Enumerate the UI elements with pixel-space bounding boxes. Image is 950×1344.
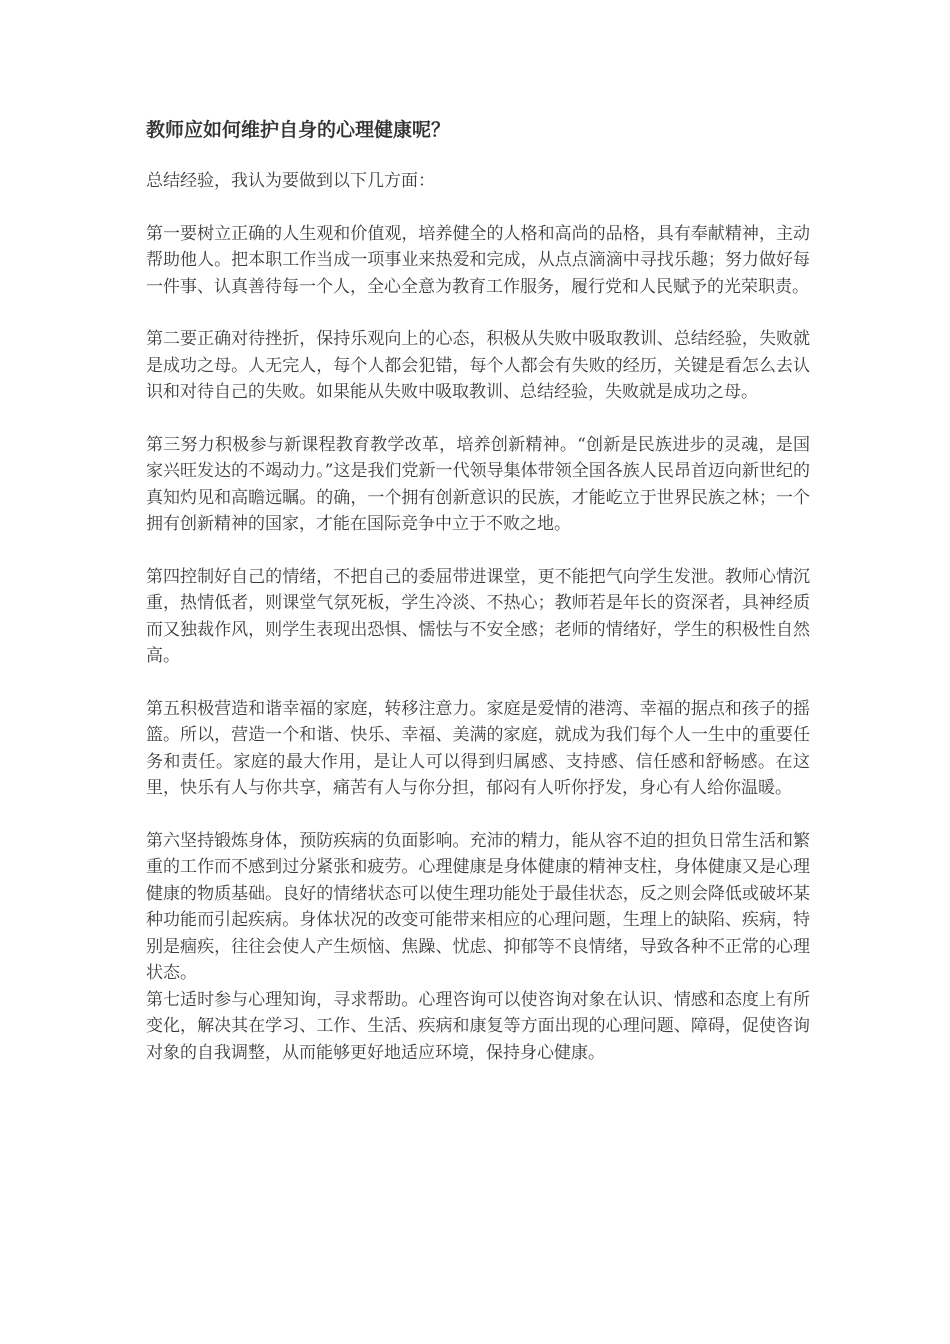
paragraph-1: 第一要树立正确的人生观和价值观，培养健全的人格和高尚的品格，具有奉献精神，主动帮助他人。把本职工作当成一项事业来热爱和完成，从点点滴滴中寻找乐趣；努力做好每一件事、认真善待每一个人，全心全意为教育工作服务，履行党和人民赋予的光荣职责。 (146, 223, 810, 297)
document-title: 教师应如何维护自身的心理健康呢？ (146, 119, 451, 141)
document-body (146, 116, 810, 1066)
paragraph-2: 第二要正确对待挫折，保持乐观向上的心态，积极从失败中吸取教训、总结经验，失败就是成功之母。人无完人，每个人都会犯错，每个人都会有失败的经历，关键是看怎么去认识和对待自己的失败。如果能从失败中吸取教训、总结经验，失败就是成功之母。 (146, 329, 810, 402)
paragraph-5: 第五积极营造和谐幸福的家庭，转移注意力。家庭是爱情的港湾、幸福的据点和孩子的摇篮。所以，营造一个和谐、快乐、幸福、美满的家庭，就成为我们每个人一生中的重要任务和责任。家庭的最大作用，是让人可以得到归属感、支持感、信任感和舒畅感。在这里，快乐有人与你共享，痛苦有人与你分担，郁闷有人听你抒发，身心有人给你温暖。 (146, 698, 810, 798)
paragraph-6: 第六坚持锻炼身体，预防疾病的负面影响。充沛的精力，能从容不迫的担负日常生活和繁重的工作而不感到过分紧张和疲劳。心理健康是身体健康的精神支柱，身体健康又是心理健康的物质基础。良好的情绪状态可以使生理功能处于最佳状态，反之则会降低或破坏某种功能而引起疾病。身体状况的改变可能带来相应的心理问题，生理上的缺陷、疾病，特别是痼疾，往往会使人产生烦恼、焦躁、忧虑、抑郁等不良情绪，导致各种不正常的心理状态。 (146, 830, 810, 983)
paragraph-3: 第三努力积极参与新课程教育教学改革，培养创新精神。“创新是民族进步的灵魂，是国家兴旺发达的不竭动力。”这是我们党新一代领导集体带领全国各族人民昂首迈向新世纪的真知灼见和高瞻远瞩。的确，一个拥有创新意识的民族，才能屹立于世界民族之林；一个拥有创新精神的国家，才能在国际竞争中立于不败之地。 (146, 434, 810, 534)
paragraph-4: 第四控制好自己的情绪，不把自己的委屈带进课堂，更不能把气向学生发泄。教师心情沉重，热情低者，则课堂气氛死板，学生冷淡、不热心；教师若是年长的资深者，具神经质而又独裁作风，则学生表现出恐惧、懦怯与不安全感；老师的情绪好，学生的积极性自然高。 (146, 566, 810, 666)
paragraph-7: 第七适时参与心理知询，寻求帮助。心理咨询可以使咨询对象在认识、情感和态度上有所变化，解决其在学习、工作、生活、疾病和康复等方面出现的心理问题、障碍，促使咨询对象的自我调整，从而能够更好地适应环境，保持身心健康。 (146, 989, 810, 1063)
intro-paragraph: 总结经验，我认为要做到以下几方面： (146, 171, 435, 191)
